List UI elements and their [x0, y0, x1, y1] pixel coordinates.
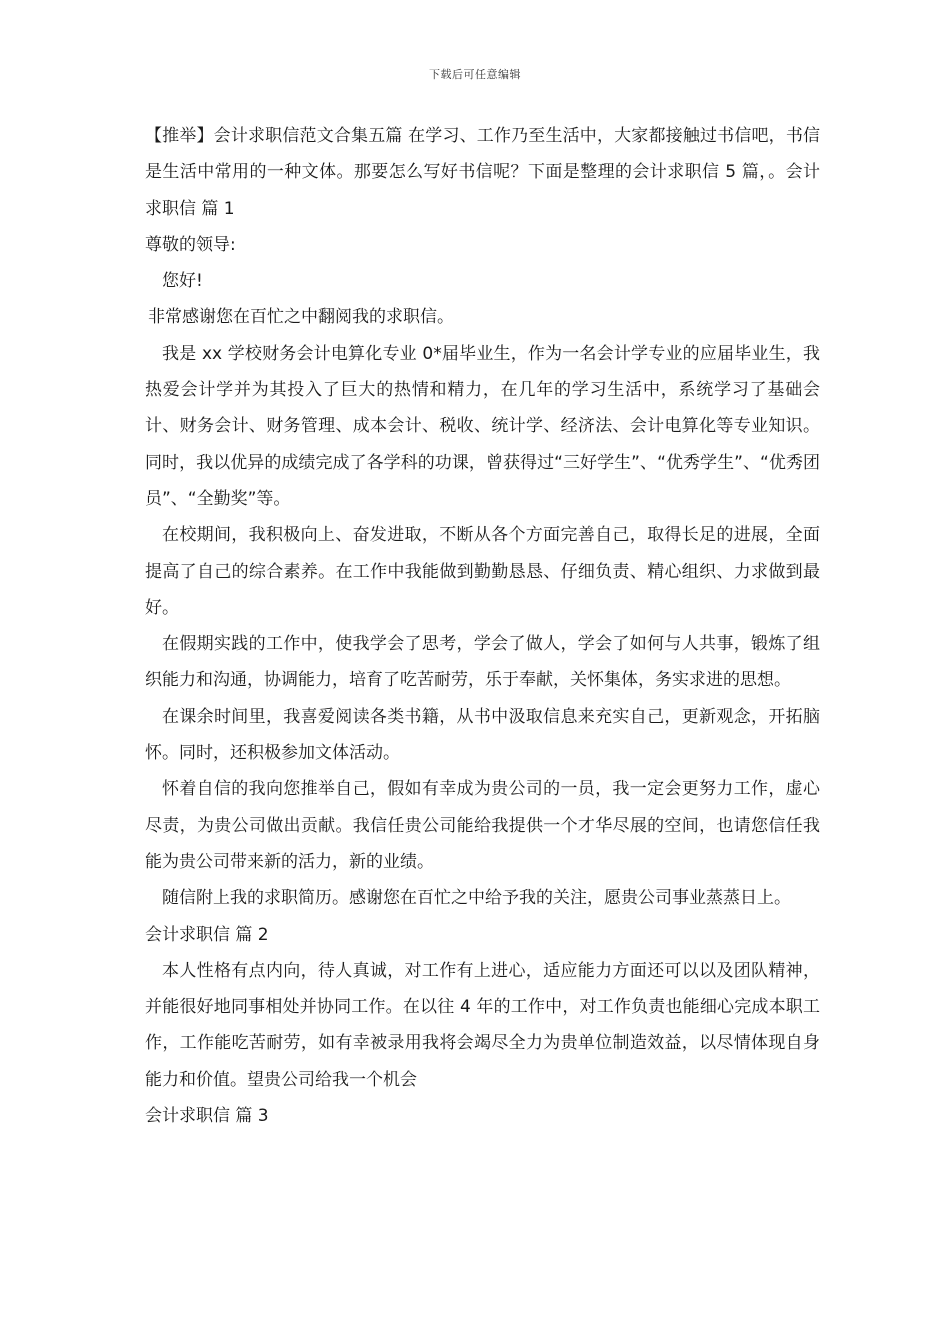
section-heading-2: 会计求职信 篇 2	[145, 924, 269, 945]
intro-paragraph: 【推举】会计求职信范文合集五篇 在学习、工作乃至生活中，大家都接触过书信吧，书信是生活中常用的一种文体。那要怎么写好书信呢？下面是整理的会计求职信 5 篇，。会计求职信 篇 1	[145, 126, 820, 219]
salutation: 尊敬的领导:	[145, 234, 236, 255]
letter-paragraph-thanks: 非常感谢您在百忙之中翻阅我的求职信。	[148, 307, 454, 328]
section-heading-3: 会计求职信 篇 3	[145, 1106, 269, 1127]
letter-paragraph-closing: 随信附上我的求职简历。感谢您在百忙之中给予我的关注，愿贵公司事业蒸蒸日上。	[162, 888, 791, 909]
letter-paragraph-recommend: 怀着自信的我向您推举自己，假如有幸成为贵公司的一员，我一定会更努力工作，虚心尽责，为贵公司做出贡献。我信任贵公司能给我提供一个才华尽展的空间，也请您信任我能为贵公司带来新的活力，新的业绩。	[145, 779, 820, 872]
letter-paragraph-school: 在校期间，我积极向上、奋发进取，不断从各个方面完善自己，取得长足的进展，全面提高了自己的综合素养。在工作中我能做到勤勤恳恳、仔细负责、精心组织、力求做到最好。	[145, 525, 820, 618]
letter-paragraph-education: 我是 xx 学校财务会计电算化专业 0*届毕业生，作为一名会计学专业的应届毕业生，我热爱会计学并为其投入了巨大的热情和精力，在几年的学习生活中，系统学习了基础会计、财务会计、财务管理、成本会计、税收、统计学、经济法、会计电算化等专业知识。同时，我以优异的成绩完成了各学科的功课，曾获得过“三好学生”、“优秀学生”、“优秀团员”、“全勤奖”等。	[145, 343, 820, 509]
greeting: 您好!	[162, 271, 203, 292]
page-header-note: 下载后可任意编辑	[429, 68, 521, 81]
letter-paragraph-hobbies: 在课余时间里，我喜爱阅读各类书籍，从书中汲取信息来充实自己，更新观念，开拓脑怀。同时，还积极参加文体活动。	[145, 706, 820, 764]
letter-2-paragraph: 本人性格有点内向，待人真诚，对工作有上进心，适应能力方面还可以以及团队精神，并能很好地同事相处并协同工作。在以往 4 年的工作中，对工作负责也能细心完成本职工作，工作能吃苦耐劳，如有幸被录用我将会竭尽全力为贵单位制造效益，以尽情体现自身能力和价值。望贵公司给我一个机会	[145, 960, 820, 1090]
letter-paragraph-practice: 在假期实践的工作中，使我学会了思考，学会了做人，学会了如何与人共事，锻炼了组织能力和沟通，协调能力，培育了吃苦耐劳，乐于奉献，关怀集体，务实求进的思想。	[145, 634, 820, 691]
document-body	[145, 118, 820, 1134]
